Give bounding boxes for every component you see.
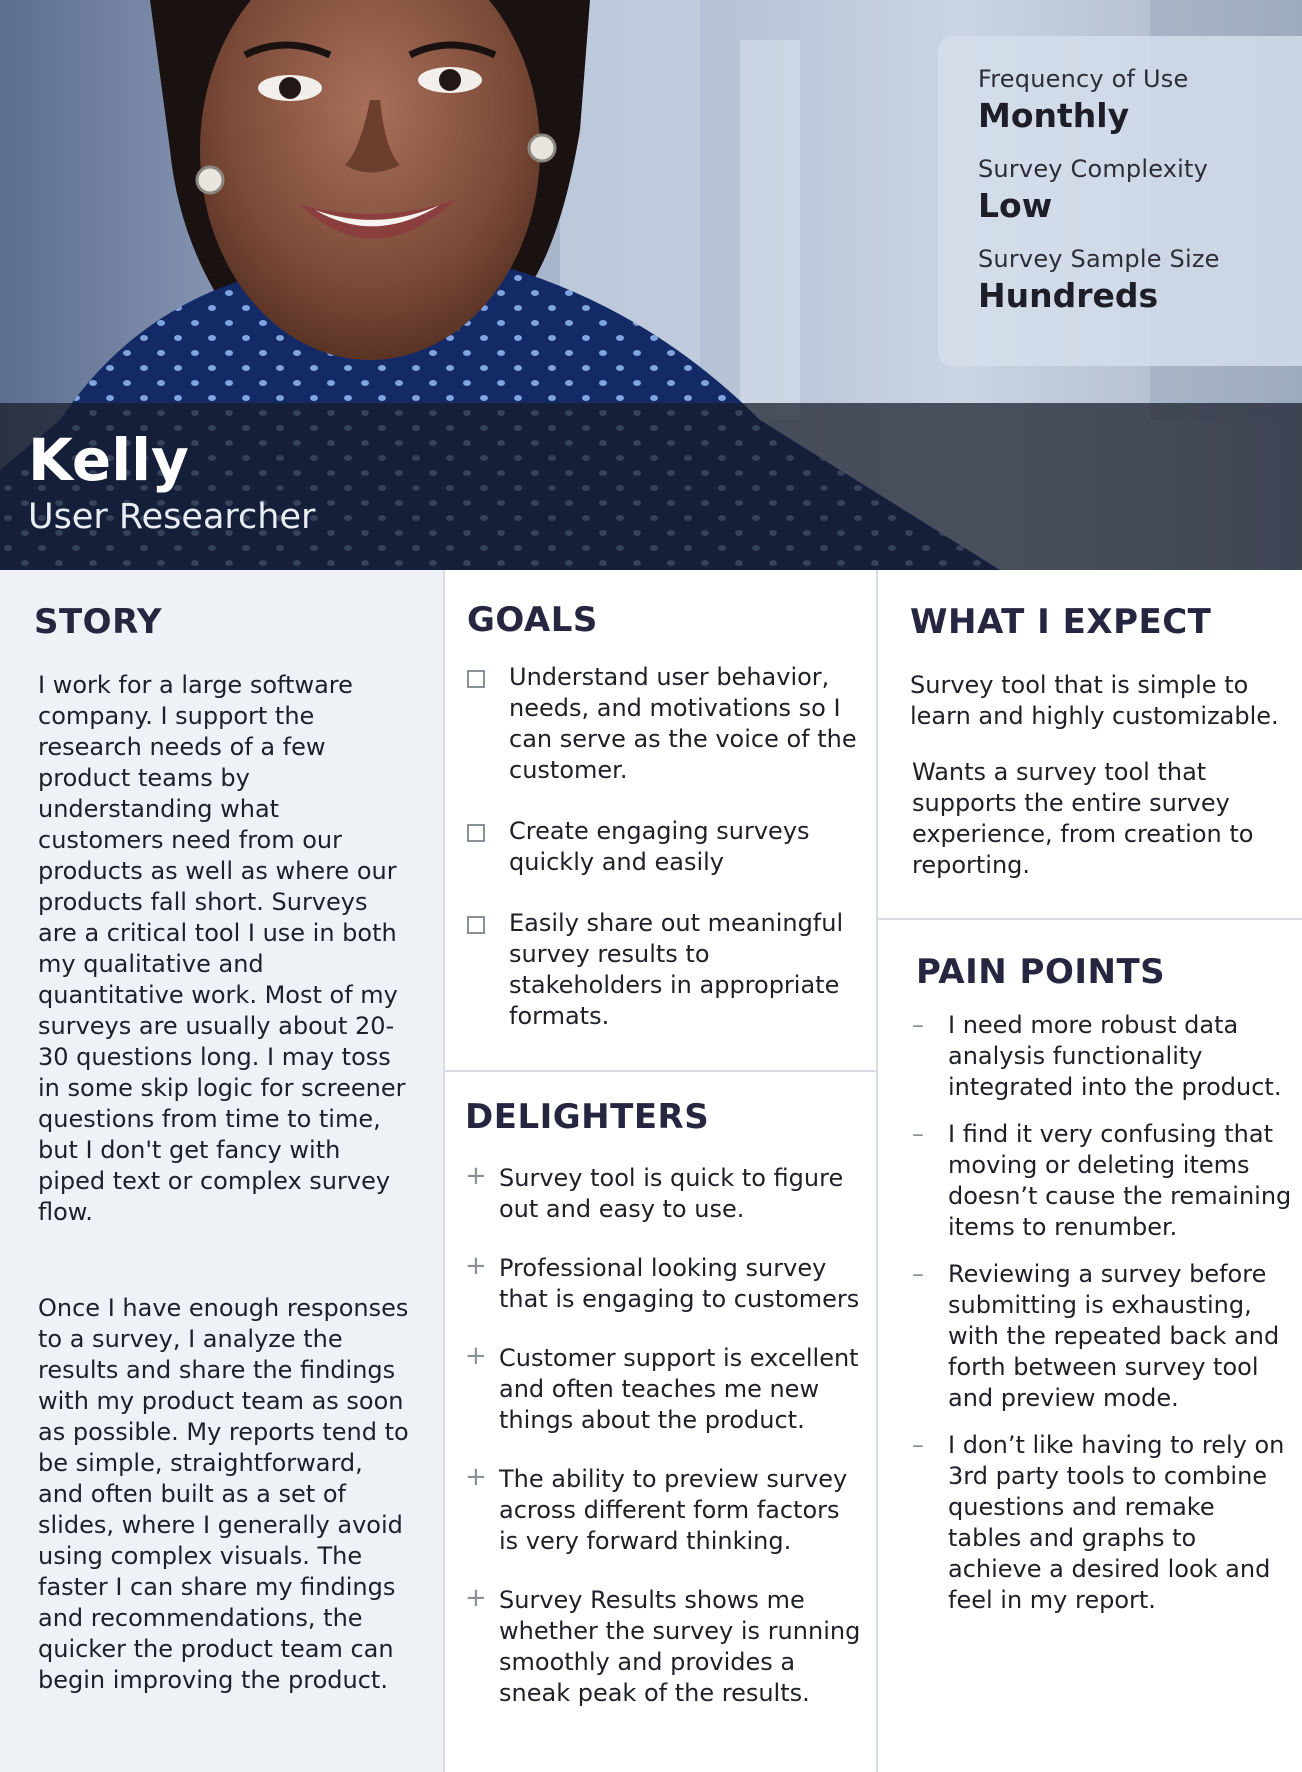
dash-icon: – (912, 1260, 924, 1288)
stat-label: Survey Complexity (978, 155, 1209, 183)
delighter-item (465, 1343, 865, 1436)
pain-point-item (912, 1010, 1292, 1103)
stat-sample-size (978, 244, 1302, 316)
expect-paragraph: Survey tool that is simple to learn and highly customizable. (910, 671, 1279, 730)
expect-heading: WHAT I EXPECT (910, 602, 1212, 642)
delighters-heading: DELIGHTERS (465, 1097, 710, 1137)
stat-label: Frequency of Use (978, 65, 1189, 93)
hero-banner (0, 0, 1302, 570)
goals-delighters-column (443, 570, 878, 1772)
pain-point-text: Reviewing a survey before submitting is exhausting, with the repeated back and forth between survey tool and preview mode. (948, 1260, 1280, 1412)
pain-point-text: I need more robust data analysis functionality integrated into the product. (948, 1011, 1282, 1101)
pain-point-item (912, 1119, 1292, 1243)
goal-text: Create engaging surveys quickly and easily (509, 817, 810, 876)
persona-name: Kelly (28, 426, 189, 494)
goal-text: Understand user behavior, needs, and motivations so I can serve as the voice of the customer. (509, 663, 857, 784)
delighters-list (465, 1163, 865, 1709)
delighter-text: Survey Results shows me whether the survey is running smoothly and provides a sneak peak of the results. (499, 1586, 861, 1707)
stat-complexity (978, 154, 1302, 226)
plus-icon: + (465, 1462, 487, 1492)
checkbox-icon (467, 824, 485, 842)
delighter-item (465, 1585, 865, 1709)
story-heading: STORY (34, 602, 163, 642)
pain-point-text: I find it very confusing that moving or deleting items doesn’t cause the remaining items to renumber. (948, 1120, 1292, 1241)
checkbox-icon (467, 916, 485, 934)
persona-role: User Researcher (28, 497, 316, 537)
story-paragraph: Once I have enough responses to a survey, I analyze the results and share the findings with my product team as soon as possible. My reports tend to be simple, straightforward, and often built as a set of slides, where I generally avoid using complex visuals. The faster I can share my findings and recommendations, the quicker the product team can begin improving the product. (38, 1294, 409, 1694)
dash-icon: – (912, 1011, 924, 1039)
plus-icon: + (465, 1161, 487, 1191)
delighter-item (465, 1253, 865, 1315)
delighter-text: Customer support is excellent and often teaches me new things about the product. (499, 1344, 859, 1434)
stat-value: Monthly (978, 96, 1130, 135)
dash-icon: – (912, 1120, 924, 1148)
goal-item (467, 816, 867, 878)
expect-pain-column (878, 570, 1302, 1772)
stat-label: Survey Sample Size (978, 245, 1220, 273)
story-column (0, 570, 443, 1772)
stat-value: Hundreds (978, 276, 1159, 315)
pain-points-heading: PAIN POINTS (916, 952, 1166, 992)
delighter-item (465, 1163, 865, 1225)
persona-stats-card (938, 36, 1302, 366)
stat-frequency (978, 64, 1302, 136)
section-divider (878, 918, 1302, 920)
goal-item (467, 908, 867, 1032)
checkbox-icon (467, 670, 485, 688)
pain-points-list (912, 1010, 1292, 1616)
pain-point-item (912, 1430, 1292, 1616)
delighter-text: Survey tool is quick to figure out and easy to use. (499, 1164, 844, 1223)
expect-paragraph: Wants a survey tool that supports the entire survey experience, from creation to reporting. (912, 758, 1254, 879)
plus-icon: + (465, 1251, 487, 1281)
section-divider (445, 1070, 876, 1072)
pain-point-item (912, 1259, 1292, 1414)
goal-item (467, 662, 867, 786)
plus-icon: + (465, 1583, 487, 1613)
goal-text: Easily share out meaningful survey results to stakeholders in appropriate formats. (509, 909, 844, 1030)
story-paragraph: I work for a large software company. I support the research needs of a few product teams by understanding what customers need from our products as well as where our products fall short. Surveys are a critical tool I use in both my qualitative and quantitative work. Most of my surveys are usually about 20-30 questions long. I may toss in some skip logic for screener questions from time to time, but I don't get fancy with piped text or complex survey flow. (38, 671, 406, 1226)
goals-heading: GOALS (467, 600, 598, 640)
delighter-text: Professional looking survey that is engaging to customers (499, 1254, 860, 1313)
delighter-item (465, 1464, 865, 1557)
plus-icon: + (465, 1341, 487, 1371)
dash-icon: – (912, 1431, 924, 1459)
stat-value: Low (978, 186, 1053, 225)
pain-point-text: I don’t like having to rely on 3rd party tools to combine questions and remake tables and graphs to achieve a desired look and feel in my report. (948, 1431, 1285, 1614)
goals-list (467, 662, 867, 1032)
name-band (0, 403, 1302, 570)
delighter-text: The ability to preview survey across different form factors is very forward thinking. (499, 1465, 848, 1555)
